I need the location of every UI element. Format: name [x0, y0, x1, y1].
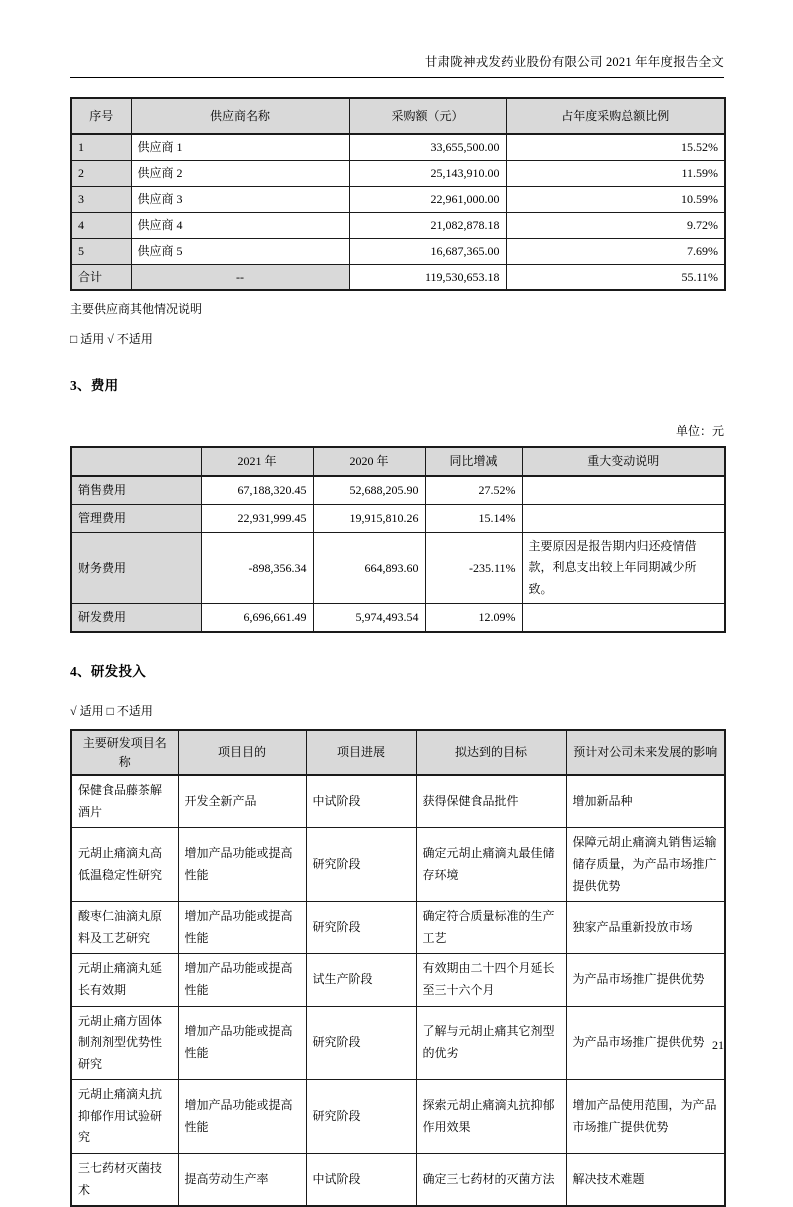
expense-table-header-row — [71, 447, 725, 476]
cell-project-progress: 中试阶段 — [306, 775, 416, 828]
table-row — [71, 504, 725, 532]
cell-2020-value: 19,915,810.26 — [313, 504, 425, 532]
cell-2021-value: 22,931,999.45 — [201, 504, 313, 532]
col-header-index: 序号 — [71, 98, 131, 134]
document-page — [70, 0, 724, 1207]
unit-label: 单位：元 — [675, 424, 724, 439]
supplier-table — [70, 97, 726, 291]
cell-project-name: 元胡止痛滴丸抗抑郁作用试验研究 — [71, 1080, 178, 1154]
col-header-2021: 2021 年 — [201, 447, 313, 476]
supplier-note-label: 主要供应商其他情况说明 — [70, 302, 203, 317]
cell-2020-value: 664,893.60 — [313, 532, 425, 604]
cell-purchase-amount: 21,082,878.18 — [349, 212, 506, 238]
cell-2021-value: 6,696,661.49 — [201, 604, 313, 632]
cell-project-name: 保健食品藤茶解酒片 — [71, 775, 178, 828]
cell-project-goal: 获得保健食品批件 — [416, 775, 566, 828]
cell-project-progress: 研究阶段 — [306, 1006, 416, 1080]
cell-expense-name: 销售费用 — [71, 476, 201, 504]
cell-yoy-change: -235.11% — [425, 532, 522, 604]
table-row — [71, 828, 725, 902]
rd-projects-table — [70, 729, 726, 1207]
cell-2020-value: 5,974,493.54 — [313, 604, 425, 632]
cell-project-progress: 研究阶段 — [306, 828, 416, 902]
cell-supplier-name: 供应商 2 — [131, 160, 349, 186]
cell-change-remark — [522, 604, 725, 632]
table-row — [71, 604, 725, 632]
cell-project-purpose: 开发全新产品 — [178, 775, 306, 828]
section-heading-rd-investment: 4、研发投入 — [70, 663, 147, 679]
cell-purchase-ratio: 10.59% — [506, 186, 725, 212]
cell-purchase-ratio: 9.72% — [506, 212, 725, 238]
table-row — [71, 212, 725, 238]
table-row — [71, 902, 725, 954]
cell-project-purpose: 增加产品功能或提高性能 — [178, 828, 306, 902]
cell-purchase-ratio: 15.52% — [506, 134, 725, 160]
cell-project-goal: 确定符合质量标准的生产工艺 — [416, 902, 566, 954]
supplier-table-header-row — [71, 98, 725, 134]
cell-future-impact: 增加产品使用范围，为产品市场推广提供优势 — [566, 1080, 725, 1154]
col-header-blank — [71, 447, 201, 476]
cell-change-remark — [522, 504, 725, 532]
cell-yoy-change: 27.52% — [425, 476, 522, 504]
cell-yoy-change: 12.09% — [425, 604, 522, 632]
table-row — [71, 160, 725, 186]
col-header-purchase-amount: 采购额（元） — [349, 98, 506, 134]
cell-purchase-amount: 25,143,910.00 — [349, 160, 506, 186]
cell-supplier-name: 供应商 3 — [131, 186, 349, 212]
table-row — [71, 238, 725, 264]
col-header-project-progress: 项目进展 — [306, 730, 416, 775]
cell-project-progress: 研究阶段 — [306, 1080, 416, 1154]
cell-supplier-name: 供应商 1 — [131, 134, 349, 160]
cell-purchase-ratio: 11.59% — [506, 160, 725, 186]
expense-table — [70, 446, 726, 633]
cell-future-impact: 保障元胡止痛滴丸销售运输储存质量，为产品市场推广提供优势 — [566, 828, 725, 902]
cell-2020-value: 52,688,205.90 — [313, 476, 425, 504]
page-number: 21 — [712, 1038, 724, 1052]
table-row — [71, 954, 725, 1006]
table-row — [71, 532, 725, 604]
cell-total-name: -- — [131, 264, 349, 290]
cell-change-remark: 主要原因是报告期内归还疫情借款，利息支出较上年同期减少所致。 — [522, 532, 725, 604]
cell-project-progress: 研究阶段 — [306, 902, 416, 954]
section-heading-expenses: 3、费用 — [70, 378, 119, 394]
cell-project-goal: 确定三七药材的灭菌方法 — [416, 1154, 566, 1207]
cell-supplier-name: 供应商 5 — [131, 238, 349, 264]
col-header-supplier-name: 供应商名称 — [131, 98, 349, 134]
cell-index: 2 — [71, 160, 131, 186]
cell-purchase-amount: 22,961,000.00 — [349, 186, 506, 212]
table-total-row — [71, 264, 725, 290]
col-header-project-goal: 拟达到的目标 — [416, 730, 566, 775]
cell-index: 1 — [71, 134, 131, 160]
cell-purchase-ratio: 7.69% — [506, 238, 725, 264]
cell-project-name: 三七药材灭菌技术 — [71, 1154, 178, 1207]
table-row — [71, 1080, 725, 1154]
cell-purchase-amount: 16,687,365.00 — [349, 238, 506, 264]
cell-project-purpose: 增加产品功能或提高性能 — [178, 902, 306, 954]
cell-future-impact: 为产品市场推广提供优势 — [566, 1006, 725, 1080]
rd-table-header-row — [71, 730, 725, 775]
cell-total-amount: 119,530,653.18 — [349, 264, 506, 290]
col-header-2020: 2020 年 — [313, 447, 425, 476]
cell-project-purpose: 增加产品功能或提高性能 — [178, 954, 306, 1006]
cell-project-purpose: 增加产品功能或提高性能 — [178, 1006, 306, 1080]
report-title: 甘肃陇神戎发药业股份有限公司 2021 年年度报告全文 — [70, 0, 724, 78]
cell-supplier-name: 供应商 4 — [131, 212, 349, 238]
cell-project-progress: 中试阶段 — [306, 1154, 416, 1207]
cell-project-goal: 了解与元胡止痛其它剂型的优劣 — [416, 1006, 566, 1080]
cell-project-name: 元胡止痛方固体制剂剂型优势性研究 — [71, 1006, 178, 1080]
cell-purchase-amount: 33,655,500.00 — [349, 134, 506, 160]
cell-total-label: 合计 — [71, 264, 131, 290]
cell-expense-name: 管理费用 — [71, 504, 201, 532]
cell-yoy-change: 15.14% — [425, 504, 522, 532]
table-row — [71, 186, 725, 212]
supplier-applicability-line: □ 适用 √ 不适用 — [70, 332, 153, 347]
cell-index: 4 — [71, 212, 131, 238]
rd-applicability-line: √ 适用 □ 不适用 — [70, 703, 153, 718]
table-row — [71, 476, 725, 504]
cell-expense-name: 财务费用 — [71, 532, 201, 604]
cell-future-impact: 增加新品种 — [566, 775, 725, 828]
cell-2021-value: -898,356.34 — [201, 532, 313, 604]
cell-project-purpose: 提高劳动生产率 — [178, 1154, 306, 1207]
cell-total-ratio: 55.11% — [506, 264, 725, 290]
cell-project-goal: 确定元胡止痛滴丸最佳储存环境 — [416, 828, 566, 902]
cell-project-name: 元胡止痛滴丸高低温稳定性研究 — [71, 828, 178, 902]
cell-project-purpose: 增加产品功能或提高性能 — [178, 1080, 306, 1154]
cell-2021-value: 67,188,320.45 — [201, 476, 313, 504]
cell-index: 5 — [71, 238, 131, 264]
cell-future-impact: 独家产品重新投放市场 — [566, 902, 725, 954]
cell-future-impact: 为产品市场推广提供优势 — [566, 954, 725, 1006]
col-header-purchase-ratio: 占年度采购总额比例 — [506, 98, 725, 134]
col-header-yoy-change: 同比增减 — [425, 447, 522, 476]
cell-project-name: 酸枣仁油滴丸原料及工艺研究 — [71, 902, 178, 954]
col-header-change-remark: 重大变动说明 — [522, 447, 725, 476]
cell-project-progress: 试生产阶段 — [306, 954, 416, 1006]
col-header-future-impact: 预计对公司未来发展的影响 — [566, 730, 725, 775]
table-row — [71, 1006, 725, 1080]
col-header-project-purpose: 项目目的 — [178, 730, 306, 775]
cell-change-remark — [522, 476, 725, 504]
cell-future-impact: 解决技术难题 — [566, 1154, 725, 1207]
cell-project-goal: 有效期由二十四个月延长至三十六个月 — [416, 954, 566, 1006]
cell-expense-name: 研发费用 — [71, 604, 201, 632]
cell-project-goal: 探索元胡止痛滴丸抗抑郁作用效果 — [416, 1080, 566, 1154]
table-row — [71, 1154, 725, 1207]
cell-project-name: 元胡止痛滴丸延长有效期 — [71, 954, 178, 1006]
col-header-project-name: 主要研发项目名称 — [71, 730, 178, 775]
cell-index: 3 — [71, 186, 131, 212]
table-row — [71, 775, 725, 828]
table-row — [71, 134, 725, 160]
